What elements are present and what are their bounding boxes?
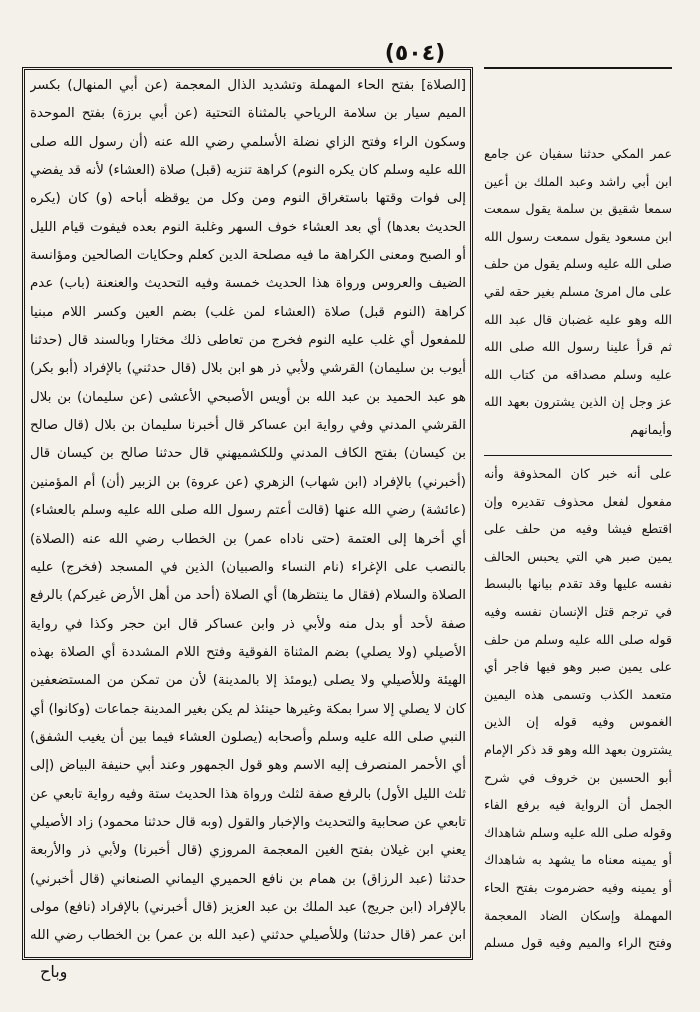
- margin-top-rule: [484, 67, 672, 69]
- commentary-main-column: [30, 72, 466, 954]
- margin-divider: [484, 455, 672, 456]
- commentary-body-text: [الصلاة] بفتح الحاء المهملة وتشديد الذال المعجمة (عن أبي المنهال) بكسر الميم سيار بن سلامة الرياحي بالمثناة التحتية (عن أبي برزة) بفتح الموحدة وسكون الراء وفتح الزاي نضلة الأسلمي رضي الله عنه (أن رسول الله صلى الله عليه وسلم كان يكره النوم) كراهة تنزيه (قبل) صلاة (العشاء) لأنه قد يفضي إلى فوات وقتها باستغراق النوم ومن وكل من يوقظه أباحه (و) كان (يكره الحديث بعدها) أي بعد العشاء خوف السهر وغلبة النوم بعده فيفوت قيام الليل أو الصبح ومعنى الكراهة ما فيه مصلحة الدين كعلم وحكايات الصالحين ومؤانسة الضيف والعروس ورواة هذا الحديث خمسة وفيه التحديث والعنعنة (باب) عدم كراهة (النوم قبل) صلاة (العشاء لمن غلب) بضم العين وكسر اللام مبنيا للمفعول أي غلب عليه النوم فخرج من تعاطى ذلك مختارا وبالسند قال (حدثنا أيوب بن سليمان) القرشي ولأبي ذر هو ابن بلال (قال حدثني) بالإفراد (أبو بكر) هو عبد الحميد بن عبد الله بن أويس الأصبحي الأعشى (عن سليمان) بن بلال القرشي المدني وفي رواية ابن عساكر قال أخبرنا سليمان بن بلال (قال صالح بن كيسان) بفتح الكاف المدني وللكشميهني قال حدثنا صالح بن كيسان قال (أخبرني) بالإفراد (ابن شهاب) الزهري (عن عروة) بن الزبير (أن) أم المؤمنين (عائشة) رضي الله عنها (قالت أعتم رسول الله صلى الله عليه وسلم بالعشاء) أي أخرها إلى العتمة (حتى ناداه عمر) بن الخطاب رضي الله عنه (الصلاة) بالنصب على الإغراء (نام النساء والصبيان) الذين في المسجد (فخرج) عليه الصلاة والسلام (فقال ما ينتظرها) أي الصلاة (أحد من أهل الأرض غيركم) بالرفع صفة لأحد أو بدل منه ولأبي ذر وابن عساكر قال ابن حجر وكذا في رواية الأصيلي (ولا يصلي) بضم المثناة الفوقية وفتح اللام المشددة أي الصلاة بهذه الهيئة وللأصيلي ولا يصلى (يومئذ إلا بالمدينة) لأن من تمكن من المستضعفين كان لا يصلي إلا سرا بمكة وغيرها حينئذ لم يكن بغير المدينة جماعات (وكانوا) أي النبي صلى الله عليه وسلم وأصحابه (يصلون العشاء فيما بين أن يغيب الشفق) أي الأحمر المنصرف إليه الاسم وهو قول الجمهور وعند أبي حنيفة البياض (إلى ثلث الليل الأول) بالرفع صفة لثلث ورواة هذا الحديث ستة وفيه رواية تابعي عن تابعي عن صحابية والتحديث والإخبار والقول (وبه قال حدثنا محمود) زاد الأصيلي يعني ابن غيلان بفتح الغين المعجمة المروزي (قال أخبرنا) ولأبي ذر والأربعة حدثنا (عبد الرزاق) بن همام بن نافع الحميري اليماني الصنعاني (قال أخبرني) بالإفراد (ابن جريج) عبد الملك بن عبد العزيز (قال أخبرني) بالإفراد (نافع) مولى ابن عمر (قال حدثنا) وللأصيلي حدثني (عبد الله بن عمر) بن الخطاب رضي الله: [30, 78, 466, 944]
- margin-notes-column: [484, 460, 672, 960]
- hadith-margin-column: [484, 140, 672, 450]
- page-number: (٥٠٤): [384, 41, 446, 66]
- margin-notes-text: على أنه خبر كان المحذوفة وأنه مفعول لفعل محذوف تقديره وإن اقتطع فيشا وفيه من حلف على يمين صبر هي التي يحبس الحالف نفسه عليها وقد تقدم بيانها بالبسط في ترجم قتل الإنسان نفسه وفيه قوله صلى الله عليه وسلم من حلف على يمين صبر وهو فيها فاجر أي متعمد الكذب وتسمى هذه اليمين الغموس وفيه قوله إن الذين يشترون بعهد الله وهو قد ذكر الإمام أبو الحسين بن خروف في شرح الجمل أن الرواية فيه برفع الفاء وقوله صلى الله عليه وسلم شاهداك أو يمينه معناه ما يشهد به شاهداك أو يمينه وفيه حضرموت بفتح الحاء المهملة وإسكان الضاد المعجمة وفتح الراء والميم وفيه قول مسلم: [484, 466, 672, 951]
- catchword: وباح: [40, 962, 68, 981]
- hadith-text: عمر المكي حدثنا سفيان عن جامع ابن أبي راشد وعبد الملك بن أعين سمعا شقيق بن سلمة يقول سمعت ابن مسعود يقول سمعت رسول الله صلى الله عليه وسلم يقول من حلف على مال امرئ مسلم بغير حقه لقي الله وهو عليه غضبان قال عبد الله ثم قرأ علينا رسول الله صلى الله عليه وسلم مصداقه من كتاب الله عز وجل إن الذين يشترون بعهد الله وأيمانهم: [484, 146, 672, 437]
